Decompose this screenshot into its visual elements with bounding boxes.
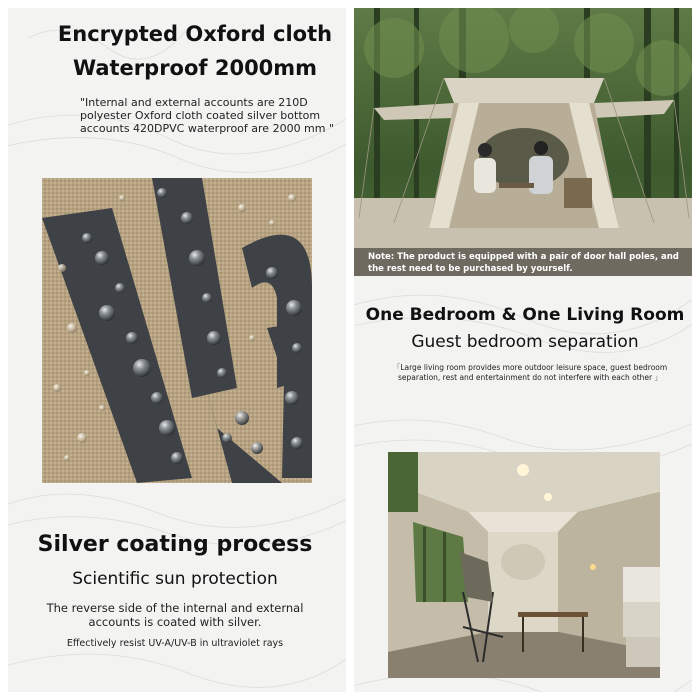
living-description: 「Large living room provides more outdoor leisure space, guest bedroom separation, rest and entertainment do not interfere with each other 」 (392, 363, 668, 382)
caption-text: Note: The product is equipped with a pair of door hall poles, and the rest need to be purchased by yourself. (368, 252, 679, 274)
oxford-description: "Internal and external accounts are 210D polyester Oxford cloth coated silver bottom accounts 420DPVC waterproof are 2000 mm " (80, 96, 335, 135)
tent-interior-photo (388, 452, 660, 678)
tent-forest-photo (354, 8, 692, 276)
living-title: One Bedroom & One Living Room (365, 305, 685, 325)
tent-photo-caption (354, 248, 692, 276)
oxford-title: Encrypted Oxford cloth (57, 22, 333, 46)
silver-description: The reverse side of the internal and external accounts is coated with silver. (46, 601, 304, 629)
uv-note: Effectively resist UV-A/UV-B in ultraviolet rays (66, 638, 284, 649)
silver-title: Silver coating process (37, 532, 313, 557)
living-subtitle: Guest bedroom separation (411, 332, 639, 352)
oxford-subtitle: Waterproof 2000mm (72, 56, 318, 80)
fabric-waterproof-photo (42, 178, 312, 483)
silver-subtitle: Scientific sun protection (72, 569, 278, 589)
